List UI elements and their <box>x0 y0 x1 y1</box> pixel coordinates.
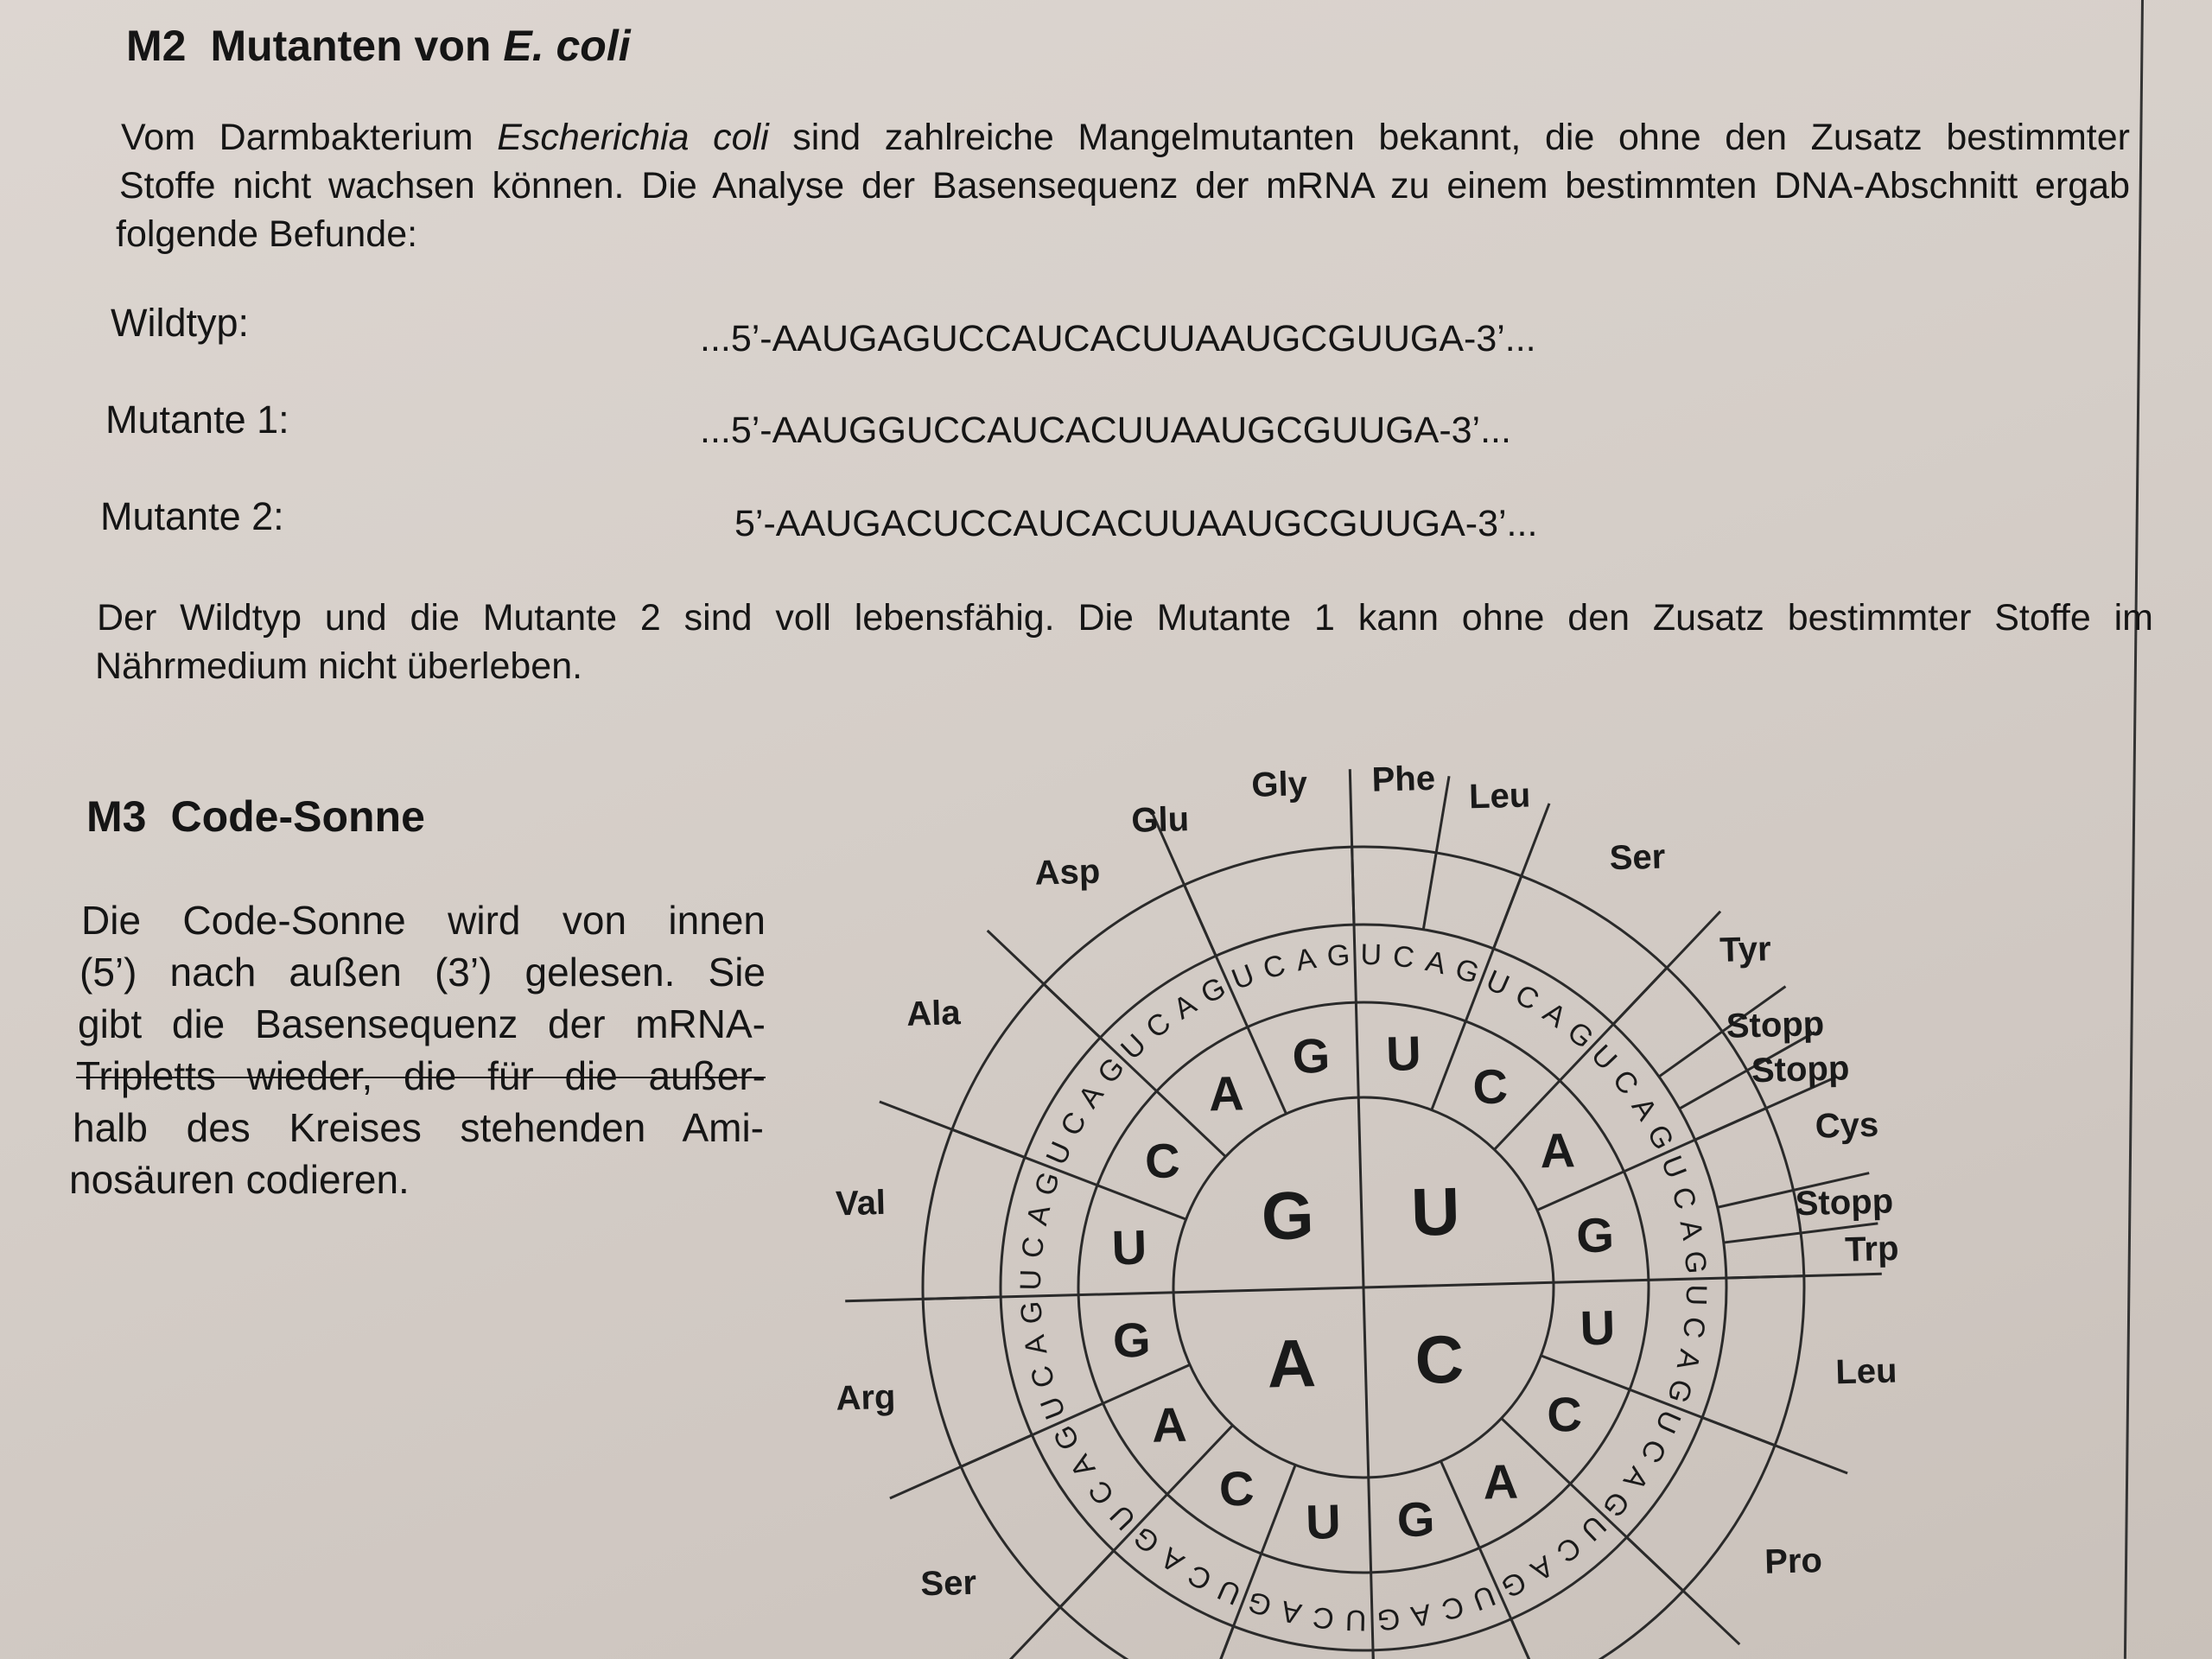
outer-base-A: A <box>1524 1548 1560 1588</box>
outer-base-A: A <box>1669 1346 1707 1373</box>
amino-group-divider <box>1627 1535 1740 1648</box>
amino-label-tyr: Tyr <box>1719 930 1772 969</box>
outer-base-C: C <box>1015 1235 1052 1261</box>
outer-base-C: C <box>1390 939 1416 976</box>
middle-base-U: U <box>1385 1025 1422 1082</box>
amino-group-divider <box>1511 1618 1574 1659</box>
amino-label-leu: Leu <box>1834 1351 1898 1392</box>
amino-label-trp: Trp <box>1844 1229 1900 1269</box>
middle-base-U: U <box>1110 1219 1148 1275</box>
outer-base-G: G <box>1660 1375 1699 1408</box>
outer-base-U: U <box>1679 1284 1713 1306</box>
outer-base-G: G <box>1046 1420 1087 1456</box>
outer-base-G: G <box>1028 1167 1067 1200</box>
outer-base-C: C <box>1665 1183 1703 1213</box>
amino-label-ser: Ser <box>919 1563 977 1604</box>
inner-base-U: U <box>1410 1173 1461 1250</box>
amino-label-arg: Arg <box>835 1377 896 1418</box>
wildtype-sequence: ...5’-AAUGAGUCCAUCACUUAAUGCGUUGA-3’... <box>700 318 1536 359</box>
m3-desc-line4: Tripletts wieder, die für die außer- <box>76 1053 766 1098</box>
amino-label-gly: Gly <box>1250 765 1308 804</box>
outer-base-C: C <box>1510 978 1545 1018</box>
outer-base-U: U <box>1344 1603 1367 1637</box>
middle-base-U: U <box>1579 1300 1617 1356</box>
outer-base-A: A <box>1018 1332 1054 1357</box>
middle-base-A: A <box>1539 1122 1576 1179</box>
outer-base-G: G <box>1677 1249 1713 1275</box>
outer-base-A: A <box>1422 944 1449 982</box>
m2-number: M2 <box>126 22 187 70</box>
outer-base-C: C <box>1311 1599 1337 1636</box>
outer-base-A: A <box>1167 987 1203 1027</box>
middle-base-U: U <box>1305 1493 1342 1550</box>
middle-base-A: A <box>1482 1453 1519 1510</box>
m2-title-species: E. coli <box>503 22 631 70</box>
outer-base-C: C <box>1675 1314 1712 1340</box>
outer-base-A: A <box>1673 1217 1709 1243</box>
amino-group-divider <box>1702 1414 1847 1477</box>
inner-base-C: C <box>1414 1320 1465 1399</box>
outer-base-U: U <box>1467 1578 1500 1618</box>
outer-base-U: U <box>1227 957 1260 997</box>
middle-base-C: C <box>1218 1460 1255 1516</box>
outer-base-C: C <box>1082 1474 1122 1511</box>
outer-base-U: U <box>1654 1151 1694 1184</box>
outer-base-C: C <box>1633 1433 1673 1469</box>
outer-base-C: C <box>1140 1006 1177 1046</box>
outer-base-U: U <box>1360 938 1382 972</box>
amino-group-divider <box>880 1098 1025 1161</box>
m3-desc-line6: nosäuren codieren. <box>69 1157 410 1202</box>
middle-base-A: A <box>1208 1065 1245 1122</box>
middle-base-G: G <box>1396 1491 1436 1548</box>
m2-conclusion-line1: Der Wildtyp und die Mutante 2 sind voll lebensfähig. Die Mutante 1 kann ohne den Zusatz bestimmter Stoffe im <box>97 597 2153 639</box>
amino-group-divider <box>1611 912 1724 1025</box>
amino-group-divider <box>1004 1551 1117 1659</box>
outer-base-A: A <box>1278 1593 1305 1630</box>
m3-number: M3 <box>86 792 147 841</box>
outer-base-G: G <box>1014 1300 1050 1325</box>
outer-base-G: G <box>1243 1584 1276 1623</box>
outer-base-U: U <box>1212 1572 1246 1611</box>
outer-base-G: G <box>1595 1484 1636 1524</box>
amino-group-divider <box>988 928 1101 1041</box>
outer-base-G: G <box>1640 1119 1681 1155</box>
outer-base-U: U <box>1115 1027 1154 1066</box>
outer-base-C: C <box>1550 1529 1587 1569</box>
m2-title: Mutanten von <box>210 22 504 70</box>
middle-base-C: C <box>1546 1386 1583 1442</box>
outer-base-G: G <box>1127 1519 1166 1560</box>
amino-label-phe: Phe <box>1371 759 1436 799</box>
outer-base-A: A <box>1536 995 1573 1034</box>
outer-base-G: G <box>1496 1564 1532 1605</box>
m3-desc-line3: gibt die Basensequenz der mRNA- <box>78 1001 766 1046</box>
m2-conclusion-line2: Nährmedium nicht überleben. <box>95 645 583 687</box>
m2-intro-line1: Vom Darmbakterium Escherichia coli sind zahlreiche Mangelmutanten bekannt, die ohne den Zusatz bestimmter <box>121 117 2130 158</box>
amino-group-divider <box>1174 1626 1237 1659</box>
wildtype-label: Wildtyp: <box>111 301 250 345</box>
outer-base-G: G <box>1451 952 1484 991</box>
amino-group-divider <box>1420 776 1453 930</box>
outer-base-U: U <box>1585 1039 1624 1077</box>
outer-base-A: A <box>1624 1091 1664 1127</box>
outer-base-U: U <box>1648 1405 1688 1439</box>
middle-base-C: C <box>1471 1058 1509 1115</box>
middle-base-G: G <box>1112 1312 1152 1368</box>
outer-base-C: C <box>1182 1557 1217 1597</box>
outer-base-A: A <box>1020 1202 1058 1229</box>
m2-intro-line2: Stoffe nicht wachsen können. Die Analyse der Basensequenz der mRNA zu einem bestimmten DNA-Abschnitt ergab <box>119 165 2130 207</box>
outer-base-G: G <box>1195 970 1231 1011</box>
mutant2-sequence: 5’-AAUGACUCCAUCACUUAAUGCGUUGA-3’... <box>734 503 1538 544</box>
m2-intro-line3: folgende Befunde: <box>116 213 418 255</box>
outer-base-G: G <box>1376 1601 1402 1637</box>
middle-base-G: G <box>1575 1207 1615 1263</box>
m3-title: Code-Sonne <box>170 792 425 841</box>
outer-base-A: A <box>1408 1597 1433 1633</box>
outer-base-A: A <box>1154 1541 1191 1580</box>
outer-base-G: G <box>1325 938 1351 974</box>
amino-label-asp: Asp <box>1034 852 1101 893</box>
outer-base-U: U <box>1039 1136 1079 1170</box>
inner-base-G: G <box>1260 1176 1315 1255</box>
outer-base-A: A <box>1293 942 1319 978</box>
amino-label-glu: Glu <box>1130 800 1190 840</box>
inner-base-A: A <box>1266 1325 1317 1402</box>
outer-base-U: U <box>1014 1268 1048 1291</box>
outer-base-A: A <box>1071 1078 1110 1115</box>
middle-base-A: A <box>1151 1396 1188 1452</box>
m2-species: Escherichia coli <box>497 117 769 158</box>
mutant1-label: Mutante 1: <box>105 397 289 442</box>
sun-quadrant-divider <box>1363 1287 1375 1659</box>
amino-group-divider <box>1490 804 1553 949</box>
outer-base-C: C <box>1054 1106 1094 1141</box>
outer-base-C: C <box>1605 1064 1645 1101</box>
mutant2-label: Mutante 2: <box>100 494 284 538</box>
amino-label-stopp: Stopp <box>1795 1182 1894 1224</box>
mutant1-sequence: ...5’-AAUGGUCCAUCACUUAAUGCGUUGA-3’... <box>700 410 1511 451</box>
outer-base-U: U <box>1103 1497 1142 1536</box>
m3-desc-line2: (5’) nach außen (3’) gelesen. Sie <box>79 950 766 995</box>
outer-base-C: C <box>1438 1589 1468 1627</box>
outer-base-U: U <box>1573 1509 1612 1548</box>
middle-base-C: C <box>1144 1133 1181 1189</box>
amino-label-ala: Ala <box>906 994 962 1033</box>
m3-desc-line1: Die Code-Sonne wird von innen <box>81 898 766 943</box>
outer-base-G: G <box>1560 1015 1600 1056</box>
outer-base-A: A <box>1617 1460 1656 1497</box>
amino-label-pro: Pro <box>1764 1541 1823 1581</box>
amino-label-stopp: Stopp <box>1726 1004 1825 1046</box>
outer-base-A: A <box>1063 1448 1103 1484</box>
middle-base-G: G <box>1291 1027 1331 1084</box>
amino-group-divider <box>888 1435 1033 1498</box>
outer-base-U: U <box>1481 963 1515 1003</box>
amino-label-cys: Cys <box>1815 1105 1879 1146</box>
amino-label-leu: Leu <box>1468 776 1531 817</box>
outer-base-C: C <box>1024 1362 1062 1392</box>
amino-label-val: Val <box>835 1183 887 1224</box>
amino-group-divider <box>1373 1650 1377 1659</box>
outer-base-C: C <box>1259 948 1289 986</box>
amino-label-ser: Ser <box>1609 837 1666 878</box>
outer-base-G: G <box>1091 1051 1132 1090</box>
amino-label-stopp: Stopp <box>1751 1049 1850 1090</box>
m3-desc-line5: halb des Kreises stehenden Ami- <box>73 1105 764 1150</box>
outer-base-U: U <box>1033 1391 1073 1424</box>
